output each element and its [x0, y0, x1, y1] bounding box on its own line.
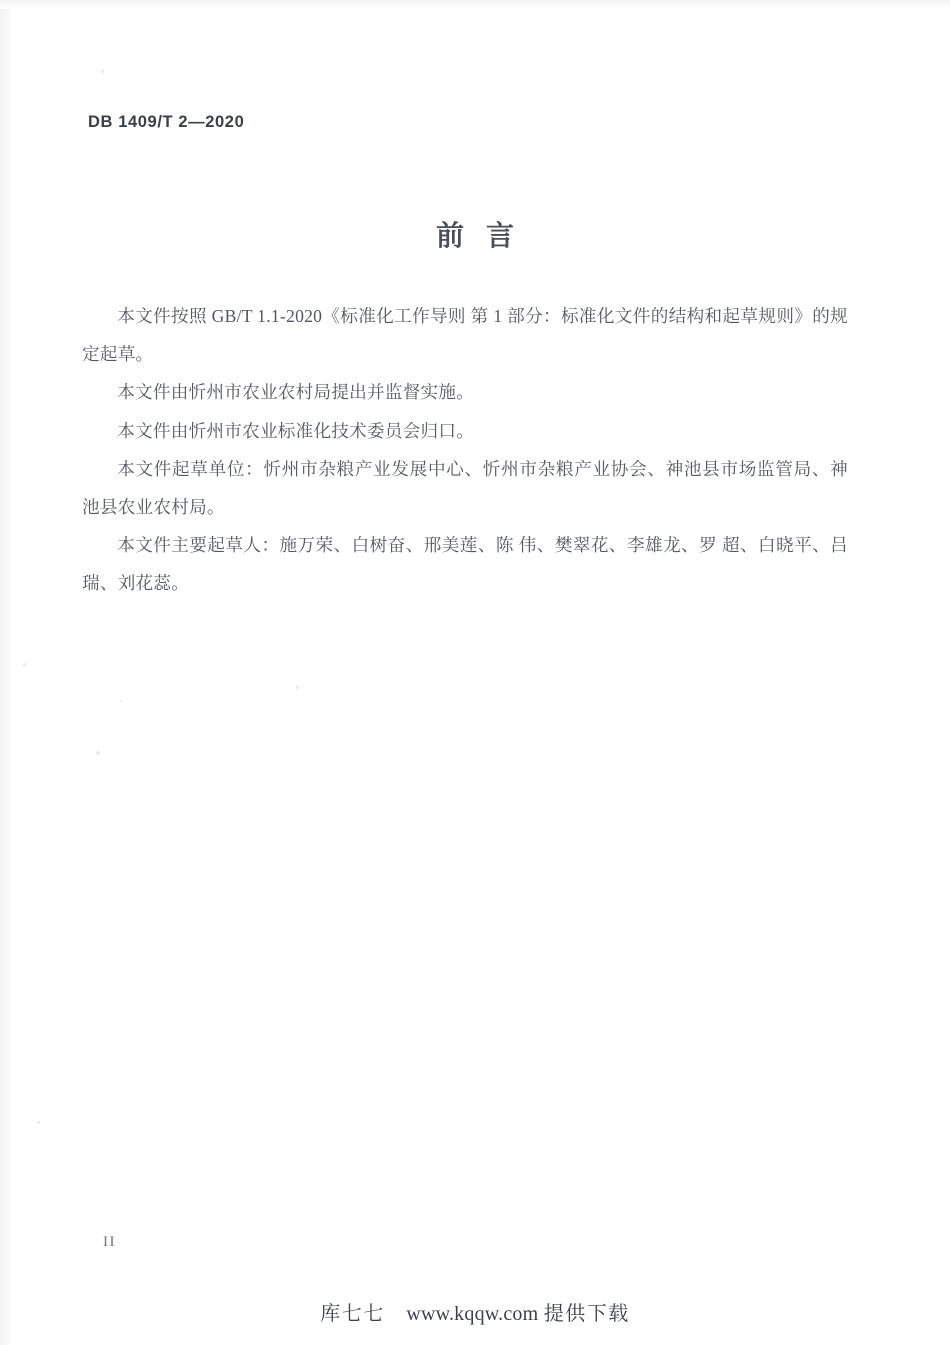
scan-edge-left [0, 0, 13, 1345]
page-number: II [103, 1234, 116, 1250]
scan-speck [23, 663, 26, 666]
scan-speck [120, 700, 122, 702]
watermark-suffix: 提供下载 [543, 1303, 630, 1325]
foreword-body [82, 298, 848, 603]
footer-watermark [0, 1297, 950, 1326]
scan-speck [37, 1121, 40, 1124]
running-header-standard-number: DB 1409/T 2—2020 [88, 113, 245, 131]
scan-speck [96, 751, 100, 755]
scan-speck [101, 70, 104, 73]
scan-speck [296, 686, 299, 689]
scan-edge-top [0, 0, 950, 9]
foreword-paragraph: 本文件由忻州市农业标准化技术委员会归口。 [117, 420, 475, 441]
foreword-paragraph: 本文件起草单位：忻州市杂粮产业发展中心、忻州市杂粮产业协会、神池县市场监管局、神池县农业农村局。 [82, 459, 848, 517]
watermark-site-name: 库七七 [320, 1303, 385, 1325]
foreword-paragraph: 本文件按照 GB/T 1.1-2020《标准化工作导则 第 1 部分：标准化文件的结构和起草规则》的规定起草。 [82, 306, 848, 364]
page-title: 前言 [435, 220, 536, 251]
foreword-paragraph: 本文件由忻州市农业农村局提出并监督实施。 [117, 382, 475, 402]
foreword-paragraph: 本文件主要起草人：施万荣、白树奋、邢美莲、陈 伟、樊翠花、李雄龙、罗 超、白晓平、吕 瑞、刘花蕊。 [82, 535, 848, 593]
watermark-url: www.kqqw.com [406, 1303, 539, 1325]
